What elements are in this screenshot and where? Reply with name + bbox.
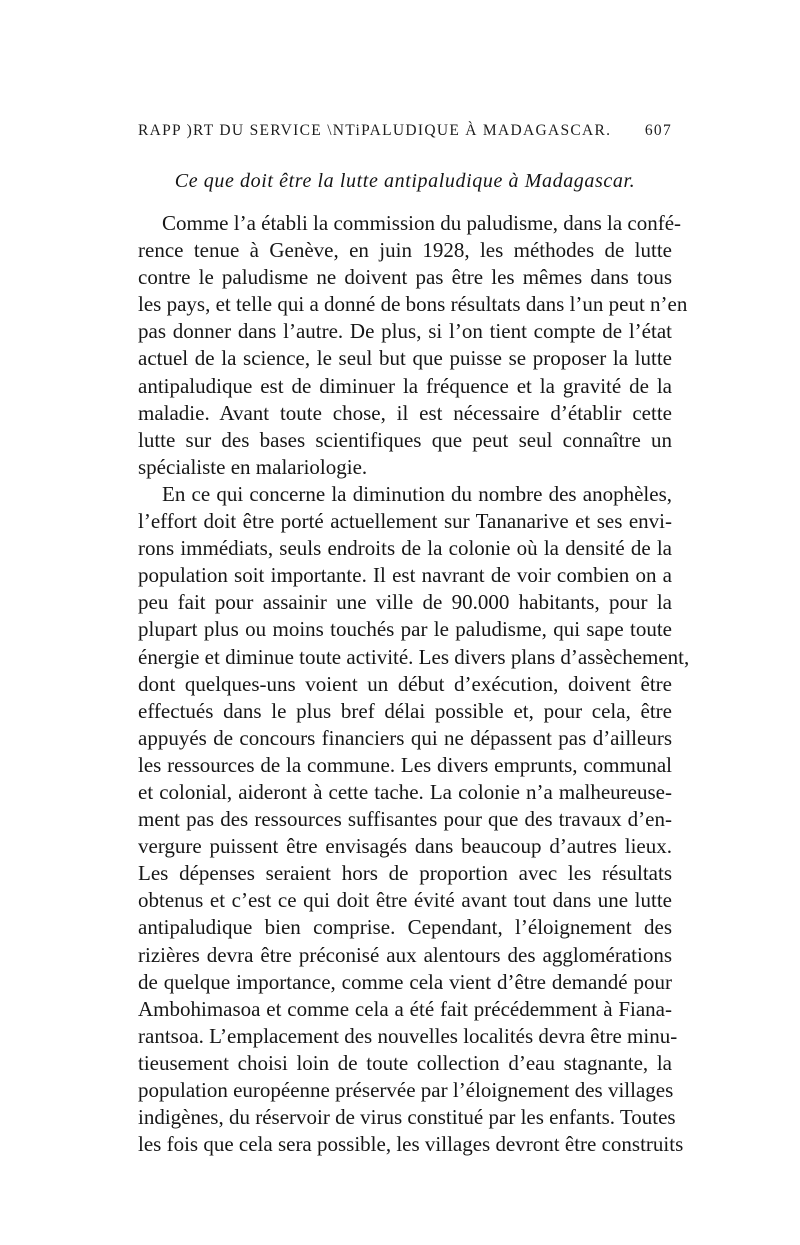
text-line: ment pas des ressources suffisantes pour que des travaux d’en-: [138, 807, 672, 832]
text-line: les fois que cela sera possible, les villages devront être construits: [138, 1132, 684, 1157]
text-line: obtenus et c’est ce qui doit être évité avant tout dans une lutte: [138, 888, 672, 913]
text-line: rizières devra être préconisé aux alentours des agglomérations: [138, 942, 672, 967]
text-line: population européenne préservée par l’éloignement des villages: [138, 1078, 674, 1102]
text-line: tieusement choisi loin de toute collection d’eau stagnante, la: [138, 1050, 672, 1075]
text-line: maladie. Avant toute chose, il est nécessaire d’établir cette: [138, 400, 672, 425]
text-line: Ambohimasoa et comme cela a été fait précédemment à Fiana-: [138, 996, 672, 1021]
text-line: de quelque importance, comme cela vient d’être demandé pour: [138, 969, 672, 994]
text-line: En ce qui concerne la diminution du nombre des anophèles,: [162, 481, 672, 506]
text-line: spécialiste en malariologie.: [138, 454, 368, 479]
text-line: antipaludique est de diminuer la fréquence et la gravité de la: [138, 373, 672, 398]
text-line: contre le paludisme ne doivent pas être les mêmes dans tous: [138, 265, 672, 290]
text-line: rence tenue à Genève, en juin 1928, les méthodes de lutte: [138, 238, 672, 263]
text-line: dont quelques-uns voient un début d’exécution, doivent être: [138, 671, 672, 696]
running-head-title: RAPP )RT DU SERVICE \NTiPALUDIQUE À MADAGASCAR.: [138, 122, 612, 139]
text-line: rons immédiats, seuls endroits de la colonie où la densité de la: [138, 536, 672, 561]
text-line: pas donner dans l’autre. De plus, si l’on tient compte de l’état: [138, 319, 672, 344]
text-line: indigènes, du réservoir de virus constitué par les enfants. Toutes: [138, 1105, 676, 1130]
text-line: Comme l’a établi la commission du paludisme, dans la confé-: [162, 211, 682, 235]
text-line: rantsoa. L’emplacement des nouvelles localités devra être minu-: [138, 1023, 678, 1048]
text-line: effectués dans le plus bref délai possible et, pour cela, être: [138, 698, 672, 723]
text-line: les ressources de la commune. Les divers emprunts, communal: [138, 752, 672, 777]
text-line: les pays, et telle qui a donné de bons résultats dans l’un peut n’en: [138, 292, 688, 317]
text-line: population soit importante. Il est navrant de voir combien on a: [138, 563, 672, 588]
text-line: antipaludique bien comprise. Cependant, l’éloignement des: [138, 915, 672, 940]
text-line: lutte sur des bases scientifiques que peut seul connaître un: [138, 427, 672, 452]
text-line: énergie et diminue toute activité. Les divers plans d’assèchement,: [138, 644, 690, 669]
text-line: l’effort doit être porté actuellement sur Tananarive et ses envi-: [138, 509, 672, 534]
text-line: vergure puissent être envisagés dans beaucoup d’autres lieux.: [138, 834, 672, 859]
running-head: [138, 122, 672, 142]
body-text: [138, 210, 690, 1158]
section-title: Ce que doit être la lutte antipaludique à Madagascar.: [174, 170, 636, 192]
text-line: Les dépenses seraient hors de proportion avec les résultats: [138, 861, 672, 886]
text-line: peu fait pour assainir une ville de 90.000 habitants, pour la: [138, 590, 672, 615]
text-line: actuel de la science, le seul but que puisse se proposer la lutte: [138, 346, 672, 371]
text-line: plupart plus ou moins touchés par le paludisme, qui sape toute: [138, 617, 672, 642]
text-line: et colonial, aideront à cette tache. La colonie n’a malheureuse-: [138, 779, 672, 804]
page-number: 607: [644, 122, 672, 139]
text-line: appuyés de concours financiers qui ne dépassent pas d’ailleurs: [138, 725, 672, 750]
